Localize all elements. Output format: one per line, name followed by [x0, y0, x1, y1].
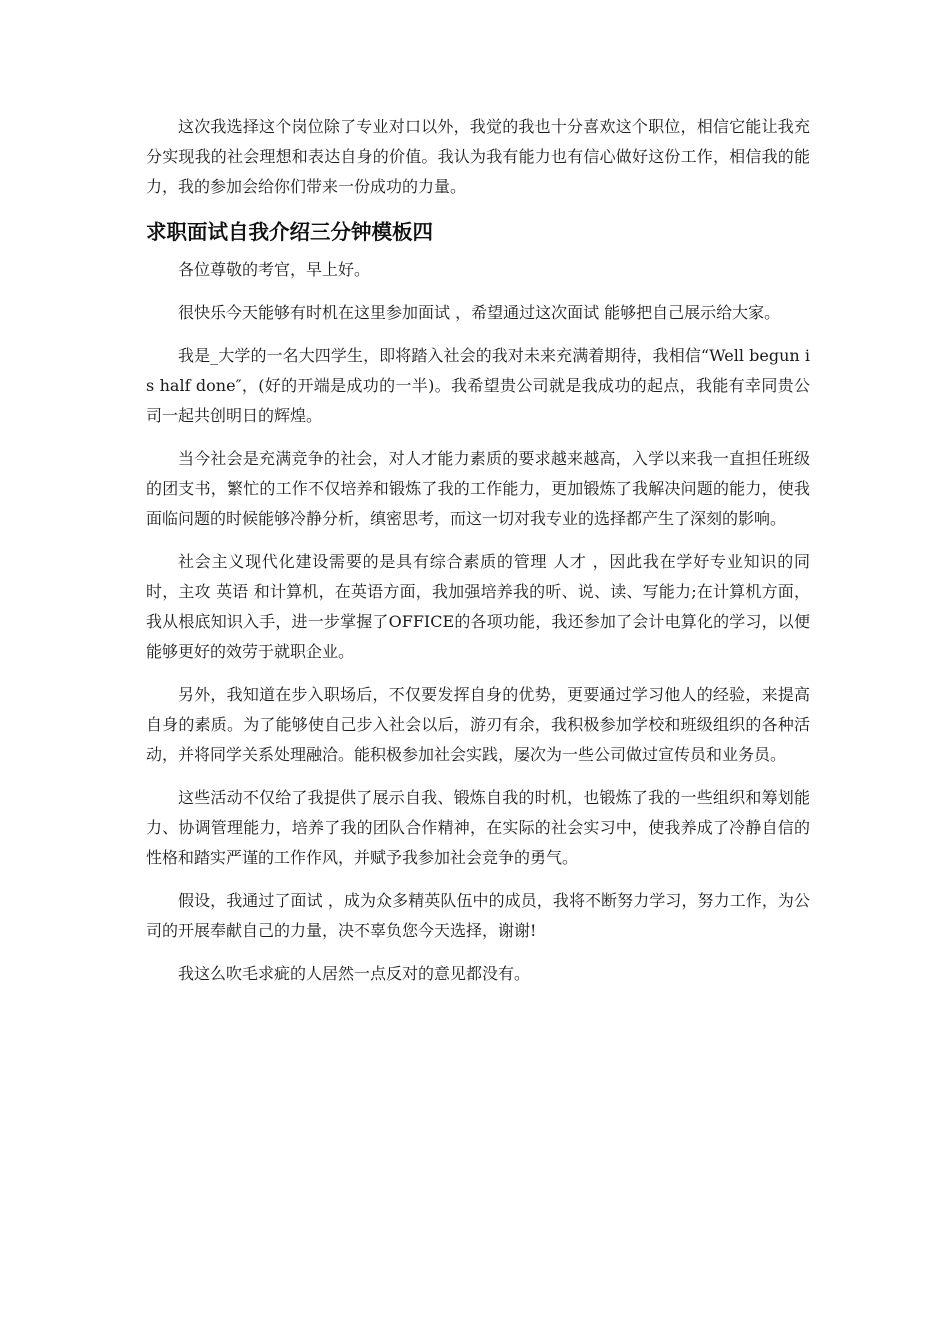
paragraph-opportunity: 很快乐今天能够有时机在这里参加面试 ，希望通过这次面试 能够把自己展示给大家。	[178, 303, 781, 322]
paragraph-competition: 当今社会是充满竞争的社会，对人才能力素质的要求越来越高，入学以来我一直担任班级的团支书，繁忙的工作不仅培养和锻炼了我的工作能力，更加锻炼了我解决问题的能力，使我面临问题的时候能够冷静分析，缜密思考，而这一切对我专业的选择都产生了深刻的影响。	[146, 449, 810, 528]
paragraph-closing: 假设，我通过了面试 ，成为众多精英队伍中的成员，我将不断努力学习，努力工作，为公司的开展奉献自己的力量，决不辜负您今天选择，谢谢!	[146, 891, 810, 940]
paragraph-greeting: 各位尊敬的考官，早上好。	[178, 260, 371, 279]
document-page	[146, 112, 810, 1002]
paragraph-skills: 社会主义现代化建设需要的是具有综合素质的管理 人才 ，因此我在学好专业知识的同时，主攻 英语 和计算机，在英语方面，我加强培养我的听、说、读、写能力;在计算机方面，我从根底知识入手，进一步掌握了OFFICE的各项功能，我还参加了会计电算化的学习，以便能够更好的效劳于就职企业。	[146, 552, 810, 661]
section-heading: 求职面试自我介绍三分钟模板四	[146, 220, 433, 244]
intro-paragraph: 这次我选择这个岗位除了专业对口以外，我觉的我也十分喜欢这个职位，相信它能让我充分实现我的社会理想和表达自身的价值。我认为我有能力也有信心做好这份工作，相信我的能力，我的参加会给你们带来一份成功的力量。	[146, 117, 810, 196]
paragraph-experience: 这些活动不仅给了我提供了展示自我、锻炼自我的时机，也锻炼了我的一些组织和筹划能力、协调管理能力，培养了我的团队合作精神，在实际的社会实习中，使我养成了冷静自信的性格和踏实严谨的工作作风，并赋予我参加社会竞争的勇气。	[146, 788, 810, 867]
paragraph-activities: 另外，我知道在步入职场后，不仅要发挥自身的优势，更要通过学习他人的经验，来提高自身的素质。为了能够使自己步入社会以后，游刃有余，我积极参加学校和班级组织的各种活动，并将同学关系处理融洽。能积极参加社会实践，屡次为一些公司做过宣传员和业务员。	[146, 685, 810, 764]
paragraph-self-intro: 我是_大学的一名大四学生，即将踏入社会的我对未来充满着期待，我相信“Well begun is half done″，(好的开端是成功的一半)。我希望贵公司就是我成功的起点，我能有幸同贵公司一起共创明日的辉煌。	[146, 346, 810, 425]
paragraph-final-remark: 我这么吹毛求疵的人居然一点反对的意见都没有。	[178, 964, 531, 983]
